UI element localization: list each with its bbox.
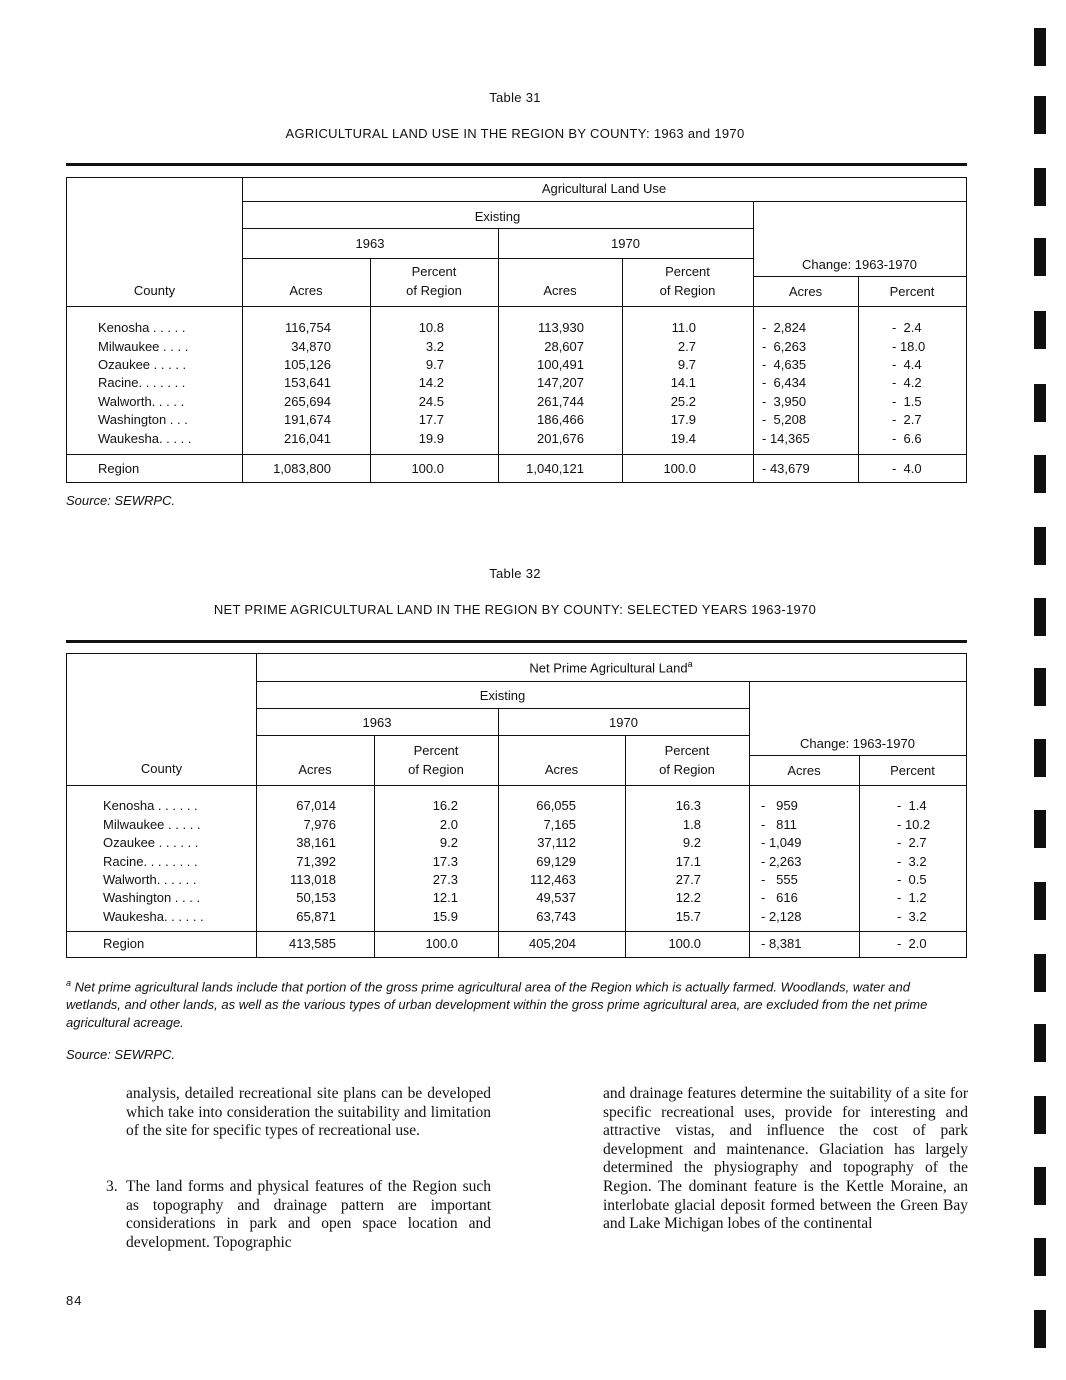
table31-year1: 1963 xyxy=(355,236,385,251)
table31-col-percent-1970-l2: of Region xyxy=(659,283,716,298)
table31-col-acres-1963: Acres xyxy=(289,283,323,298)
table31-number: Table 31 xyxy=(489,90,541,105)
table32-year1: 1963 xyxy=(362,715,392,730)
body-left-para2: The land forms and physical features of the Region such as topography and drainage pattern are important considerations in park and open space location and development. Topographic xyxy=(126,1178,491,1251)
table32-col-percent-1970-l2: of Region xyxy=(659,762,715,777)
table32-col-acres-1970: Acres xyxy=(544,762,579,777)
table31-col-acres-1970: Acres xyxy=(543,283,577,298)
table32-col-percent-1970-l1: Percent xyxy=(664,743,710,758)
table32-col-percent-1963-l2: of Region xyxy=(408,762,464,777)
table32-title: NET PRIME AGRICULTURAL LAND IN THE REGION BY COUNTY: SELECTED YEARS 1963-1970 xyxy=(213,602,817,617)
table32-year2: 1970 xyxy=(609,715,638,730)
footnote-marker: a xyxy=(66,978,72,988)
table32-col-acres-1963: Acres xyxy=(298,762,332,777)
table31-source: Source: SEWRPC. xyxy=(66,493,176,508)
table31-year2: 1970 xyxy=(611,236,640,251)
table32: Net Prime Agricultural Land$^a$ Existing 1963 1970 Change: 1963-1970 County Acres Percent of Region Acres Percent of Region Acres Percent Kenosha . . . . . . 67,014 16.2 66,055 16.3 - 959 - 1.4 Milwaukee . . . . . 7,976 2.0 7,165 1.8 - 811 - 10.2 Ozaukee . . . . . . 38,161 9.2 37,112 9.2 - 1,049 - 2.7 Racine. . . . . . . . 71,392 17.3 69,129 17.1 - 2,263 - 3.2 Walworth. . . . . . 113,018 27.3 112,463 27.7 - 555 - 0.5 Washington . . . . 50,153 12.1 49,537 12.2 - 616 - 1.2 Waukesha. . . . . . 65,871 15.9 63,743 15.7 - 2,128 - 3.2 Region 413,585 100.0 405,204 100.0 - 8,381 - 2.0 xyxy=(66,653,967,958)
table32-col-change-percent: Percent xyxy=(890,763,935,778)
footnote-text: Net prime agricultural lands include that portion of the gross prime agricultural area of the Region which is actually farmed. Woodlands, water and wetlands, and other lands, as well as the various types of urban development within the gross prime agricultural area, are excluded from the net prime agricultural acreage. xyxy=(66,979,928,1031)
table31-change-header: Change: 1963-1970 xyxy=(802,257,917,272)
table31-col-percent-1963-l1: Percent xyxy=(411,264,457,279)
table32-col-percent-1963-l1: Percent xyxy=(413,743,459,758)
table31-col-county: County xyxy=(133,283,176,298)
table31-existing-header: Existing xyxy=(474,209,521,224)
table32-group-header: Net Prime Agricultural Land$^a$ xyxy=(529,659,693,676)
table31-top-rule xyxy=(66,163,967,166)
table32-source: Source: SEWRPC. xyxy=(66,1047,176,1062)
table31-col-change-percent: Percent xyxy=(889,284,935,299)
page-number: 84 xyxy=(66,1293,83,1308)
table32-existing-header: Existing xyxy=(479,688,526,703)
table31-col-percent-1970-l1: Percent xyxy=(665,264,710,279)
body-item-number: 3. xyxy=(106,1178,118,1195)
table32-footnote xyxy=(66,974,966,1032)
table31-group-header: Agricultural Land Use xyxy=(541,181,667,196)
body-right-para: and drainage features determine the suitability of a site for specific recreational uses, provide for interesting and attractive vistas, and influence the cost of park development and maintenance. Glaciation has largely determined the physiography and topography of the Region. The dominant feature is the Kettle Moraine, an interlobate glacial deposit formed between the Green Bay and Lake Michigan lobes of the continental xyxy=(603,1085,968,1233)
body-left-para1: analysis, detailed recreational site plans can be developed which take into consideration the suitability and limitation of the site for specific types of recreational use. xyxy=(126,1085,491,1140)
table31-col-percent-1963-l2: of Region xyxy=(406,283,462,298)
table32-number: Table 32 xyxy=(489,566,541,581)
table31-title: AGRICULTURAL LAND USE IN THE REGION BY COUNTY: 1963 and 1970 xyxy=(285,126,745,141)
table32-col-change-acres: Acres xyxy=(787,763,821,778)
table32-change-header: Change: 1963-1970 xyxy=(800,736,915,751)
table32-top-rule xyxy=(66,640,967,643)
table31: Agricultural Land Use Existing 1963 1970 Change: 1963-1970 County Acres Percent of Region Acres Percent of Region Acres Percent Kenosha . . . . . 116,754 10.8 113,930 11.0 - 2,824 - 2.4 Milwaukee . . . . 34,870 3.2 28,607 2.7 - 6,263 - 18.0 Ozaukee . . . . . 105,126 9.7 100,491 9.7 - 4,635 - 4.4 Racine. . . . . . . 153,641 14.2 147,207 14.1 - 6,434 - 4.2 Walworth. . . . . 265,694 24.5 261,744 25.2 - 3,950 - 1.5 Washington . . . 191,674 17.7 186,466 17.9 - 5,208 - 2.7 Waukesha. . . . . 216,041 19.9 201,676 19.4 - 14,365 - 6.6 Region 1,083,800 100.0 1,040,121 100.0 - 43,679 - 4.0 xyxy=(66,177,967,483)
table31-col-change-acres: Acres xyxy=(788,284,823,299)
table32-col-county: County xyxy=(140,761,183,776)
